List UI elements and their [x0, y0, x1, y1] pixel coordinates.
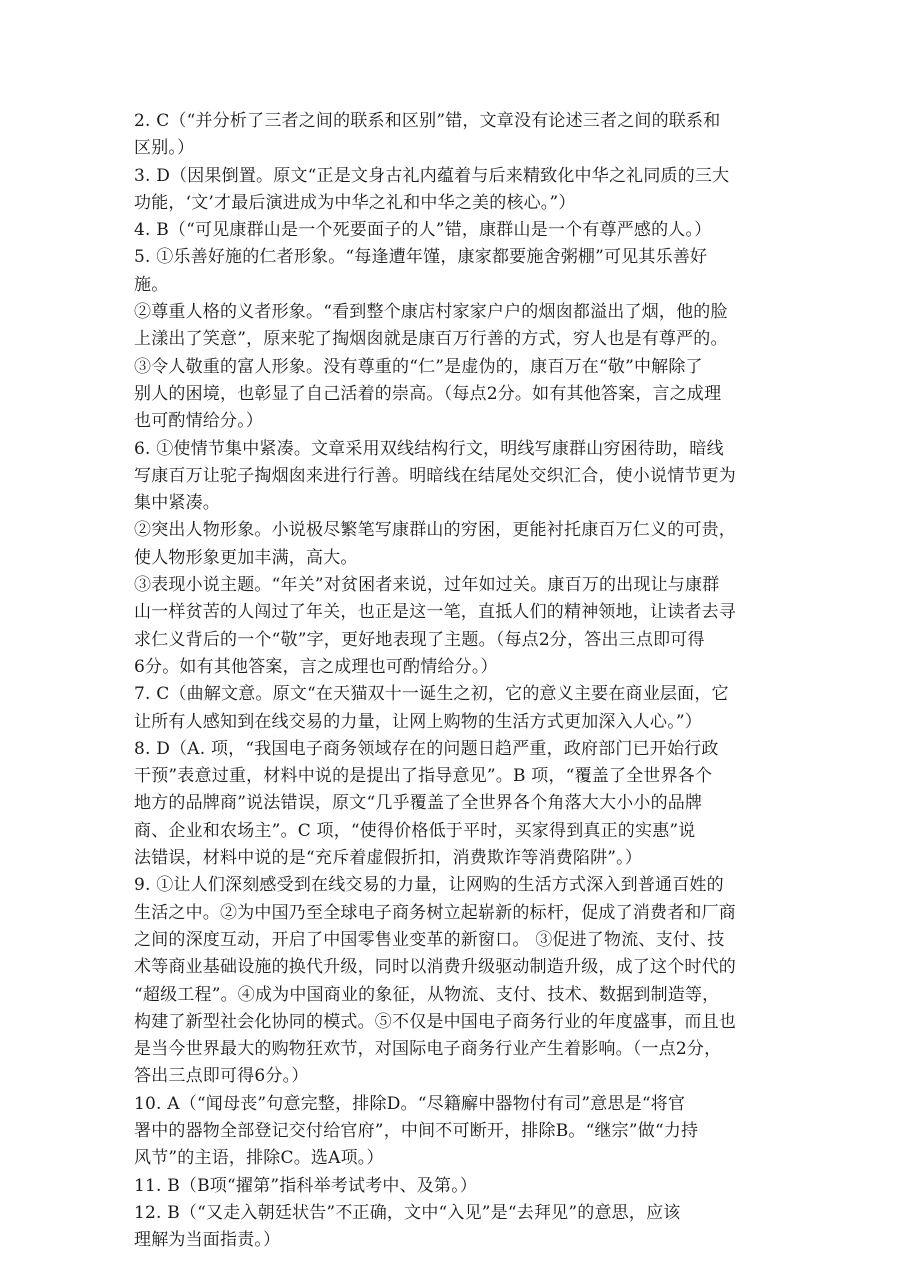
- text-line: 商、企业和农场主”。C 项，“使得价格低于平时，买家得到真正的实惠”说: [134, 820, 696, 841]
- text-line: 理解为当面指责。）: [134, 1230, 281, 1251]
- text-line: 11. B（B项“擢第”指科举考试考中、及第。）: [134, 1175, 478, 1196]
- text-line: 6. ①使情节集中紧凑。文章采用双线结构行文，明线写康群山穷困待助，暗线: [134, 438, 724, 459]
- text-line: 7. C（曲解文意。原文“在天猫双十一诞生之初，它的意义主要在商业层面，它: [134, 684, 729, 705]
- text-line: 9. ①让人们深刻感受到在线交易的力量，让网购的生活方式深入到普通百姓的: [134, 875, 724, 896]
- text-line: 4. B（“可见康群山是一个死要面子的人”错，康群山是一个有尊严感的人。）: [134, 220, 712, 241]
- text-line: 也可酌情给分。）: [134, 411, 264, 432]
- text-line: 12. B（“又走入朝廷状告”不正确，文中“入见”是“去拜见”的意思，应该: [134, 1202, 681, 1223]
- text-line: 术等商业基础设施的换代升级，同时以消费升级驱动制造升级，成了这个时代的: [134, 957, 736, 978]
- text-line: ③表现小说主题。“年关”对贫困者来说，过年如过关。康百万的出现让与康群: [134, 575, 720, 596]
- text-line: 6分。如有其他答案，言之成理也可酌情给分。）: [134, 656, 498, 677]
- text-line: ②尊重人格的义者形象。“看到整个康店村家家户户的烟囱都溢出了烟，他的脸: [134, 302, 728, 323]
- text-line: 生活之中。②为中国乃至全球电子商务树立起崭新的标杆，促成了消费者和厂商: [134, 902, 736, 923]
- text-line: 求仁义背后的一个“敬”字，更好地表现了主题。（每点2分，答出三点即可得: [134, 629, 705, 650]
- text-line: 使人物形象更加丰满，高大。: [134, 547, 358, 568]
- text-line: 功能，‘文’才最后演进成为中华之礼和中华之美的核心。”）: [134, 192, 576, 213]
- text-line: 法错误，材料中说的是“充斥着虚假折扣，消费欺诈等消费陷阱”。）: [134, 848, 643, 869]
- text-line: 3. D（因果倒置。原文“正是文身古礼内蕴着与后来精致化中华之礼同质的三大: [134, 165, 730, 186]
- text-line: ③令人敬重的富人形象。没有尊重的“仁”是虚伪的，康百万在“敬”中解除了: [134, 356, 703, 377]
- text-line: 施。: [134, 274, 169, 295]
- text-line: “超级工程”。④成为中国商业的象征，从物流、支付、技术、数据到制造等，: [134, 984, 720, 1005]
- text-line: 风节”的主语，排除C。选A项。）: [134, 1148, 384, 1169]
- text-line: 5. ①乐善好施的仁者形象。“每逢遭年馑，康家都要施舍粥棚”可见其乐善好: [134, 247, 708, 268]
- text-line: 地方的品牌商”说法错误，原文“几乎覆盖了全世界各个角落大大小小的品牌: [134, 793, 703, 814]
- text-line: 干预”表意过重，材料中说的是提出了指导意见”。B 项，“覆盖了全世界各个: [134, 766, 713, 787]
- text-line: 写康百万让驼子掏烟囱来进行行善。明暗线在结尾处交织汇合，使小说情节更为: [134, 465, 736, 486]
- text-line: 是当今世界最大的购物狂欢节，对国际电子商务行业产生着影响。（一点2分，: [134, 1039, 722, 1060]
- text-line: 之间的深度互动，开启了中国零售业变革的新窗口。 ③促进了物流、支付、技: [134, 929, 725, 950]
- text-line: 区别。）: [134, 138, 195, 159]
- text-line: 别人的困境，也彰显了自己活着的崇高。（每点2分。如有其他答案，言之成理: [134, 383, 722, 404]
- text-line: ②突出人物形象。小说极尽繁笔写康群山的穷困，更能衬托康百万仁义的可贵，: [134, 520, 736, 541]
- text-line: 8. D（A. 项，“我国电子商务领域存在的问题日趋严重，政府部门已开始行政: [134, 738, 719, 759]
- text-line: 答出三点即可得6分。）: [134, 1066, 309, 1087]
- text-line: 构建了新型社会化协同的模式。⑤不仅是中国电子商务行业的年度盛事，而且也: [134, 1011, 736, 1032]
- text-line: 署中的器物全部登记交付给官府”，中间不可断开，排除B。“继宗”做“力持: [134, 1120, 699, 1141]
- text-line: 10. A（“闻母丧”句意完整，排除D。“尽籍廨中器物付有司”意思是“将官: [134, 1093, 686, 1114]
- text-line: 山一样贫苦的人闯过了年关，也正是这一笔，直抵人们的精神领地，让读者去寻: [134, 602, 736, 623]
- text-line: 让所有人感知到在线交易的力量，让网上购物的生活方式更加深入人心。”）: [134, 711, 702, 732]
- answer-document: [134, 108, 774, 1254]
- text-line: 2. C（“并分析了三者之间的联系和区别”错，文章没有论述三者之间的联系和: [134, 111, 721, 131]
- text-line: 上漾出了笑意”，原来驼了掏烟囱就是康百万行善的方式，穷人也是有尊严的。: [134, 329, 728, 350]
- text-line: 集中紧凑。: [134, 493, 220, 514]
